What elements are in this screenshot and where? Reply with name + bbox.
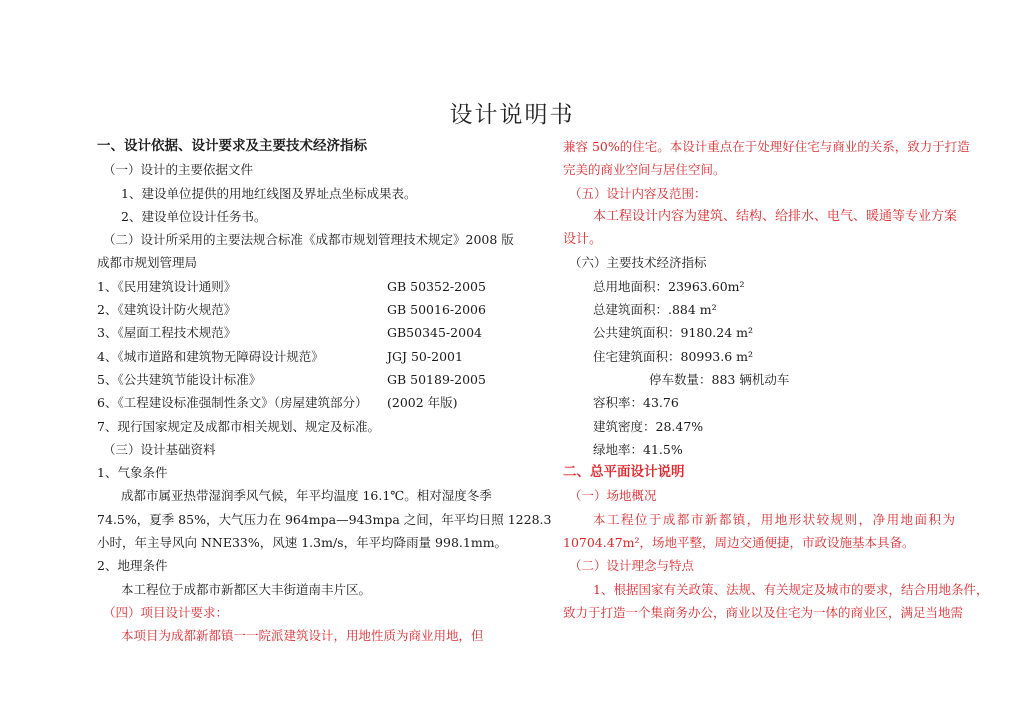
weather-text: 成都市属亚热带湿润季风气候，年平均温度 16.1℃。相对湿度冬季 [121,488,492,504]
design-concept-text: 致力于打造一个集商务办公，商业以及住宅为一体的商业区，满足当地需 [563,604,964,620]
project-requirements-cont: 兼容 50%的住宅。本设计重点在于处理好住宅与商业的关系，致力于打造 [563,139,970,154]
standard-name: 3、《屋面工程技术规范》 [97,325,237,341]
basis-item: 2、建设单位设计任务书。 [121,208,267,224]
subsection-design-scope: （五）设计内容及范围： [569,185,707,201]
basis-item: 1、建设单位提供的用地红线图及界址点坐标成果表。 [121,185,417,201]
metric-green-ratio: 绿地率：41.5% [593,441,683,457]
section-heading-2: 二、总平面设计说明 [563,464,685,481]
standard-row [97,391,497,414]
subsection-project-requirements: （四）项目设计要求： [103,604,229,620]
standard-row [97,345,497,368]
standard-row: 7、现行国家规定及成都市相关规划、规定及标准。 [97,418,380,434]
standard-code: GB 50016-2006 [387,302,486,318]
standard-name: 2、《建筑设计防火规范》 [97,302,237,318]
subsection-site-overview: （一）场地概况 [569,488,657,504]
subsection-design-concept: （二）设计理念与特点 [569,558,695,574]
metric-density: 建筑密度：28.47% [593,418,704,434]
standard-name: 6、《工程建设标准强制性条文》（房屋建筑部分） [97,395,368,411]
standard-code: (2002 年版) [387,395,458,411]
standard-row [97,275,497,298]
metric-public-building: 公共建筑面积：9180.24 m² [593,325,754,341]
right-column [563,135,989,624]
standard-name: 1、《民用建筑设计通则》 [97,278,237,294]
document-title: 设计说明书 [449,102,575,128]
standard-code: GB 50352-2005 [387,278,486,294]
metric-parking: 停车数量：883 辆机动车 [649,371,790,387]
design-concept-text: 1、根据国家有关政策、法规、有关规定及城市的要求，结合用地条件， [593,581,989,597]
metric-total-land: 总用地面积：23963.60m² [593,278,745,294]
subsection-base-data: （三）设计基础资料 [103,441,216,457]
design-scope-text: 本工程设计内容为建筑、结构、给排水、电气、暖通等专业方案 [593,208,958,224]
geo-title: 2、地理条件 [97,558,168,574]
design-scope-text: 设计。 [563,232,603,248]
metric-residential-building: 住宅建筑面积：80993.6 m² [593,348,754,364]
site-overview-text: 10704.47m²，场地平整，周边交通便捷，市政设施基本具备。 [563,535,915,551]
standard-name: 4、《城市道路和建筑物无障碍设计规范》 [97,348,324,364]
site-overview-text: 本工程位于成都市新都镇，用地形状较规则，净用地面积为 [593,511,955,527]
section-heading-1: 一、设计依据、设计要求及主要技术经济指标 [97,138,367,154]
project-requirements-text: 本项目为成都新都镇一一院派建筑设计，用地性质为商业用地，但 [121,628,484,644]
regulations-authority: 成都市规划管理局 [97,255,198,271]
subsection-basis-files: （一）设计的主要依据文件 [103,162,254,178]
project-requirements-cont: 完美的商业空间与居住空间。 [563,162,726,178]
standard-row [97,321,497,344]
weather-title: 1、气象条件 [97,465,168,481]
left-column [97,135,552,648]
weather-text: 小时，年主导风向 NNE33%，风速 1.3m/s，年平均降雨量 998.1mm。 [97,535,508,551]
standard-code: GB 50189-2005 [387,371,486,387]
subsection-tech-indicators: （六）主要技术经济指标 [569,255,707,271]
subsection-regulations: （二）设计所采用的主要法规合标准《成都市规划管理技术规定》2008 版 [103,232,514,248]
weather-text: 74.5%，夏季 85%，大气压力在 964mpa—943mpa 之间，年平均日照 1228.3 [97,511,552,527]
standard-row [97,298,497,321]
metric-total-building: 总建筑面积：.884 m² [593,302,717,318]
geo-text: 本工程位于成都市新都区大丰街道南丰片区。 [121,581,372,597]
standard-code: GB50345-2004 [387,325,482,341]
standard-name: 5、《公共建筑节能设计标准》 [97,371,262,387]
standard-row [97,368,497,391]
standard-code: JGJ 50-2001 [387,348,463,364]
metric-far: 容积率：43.76 [593,395,679,411]
